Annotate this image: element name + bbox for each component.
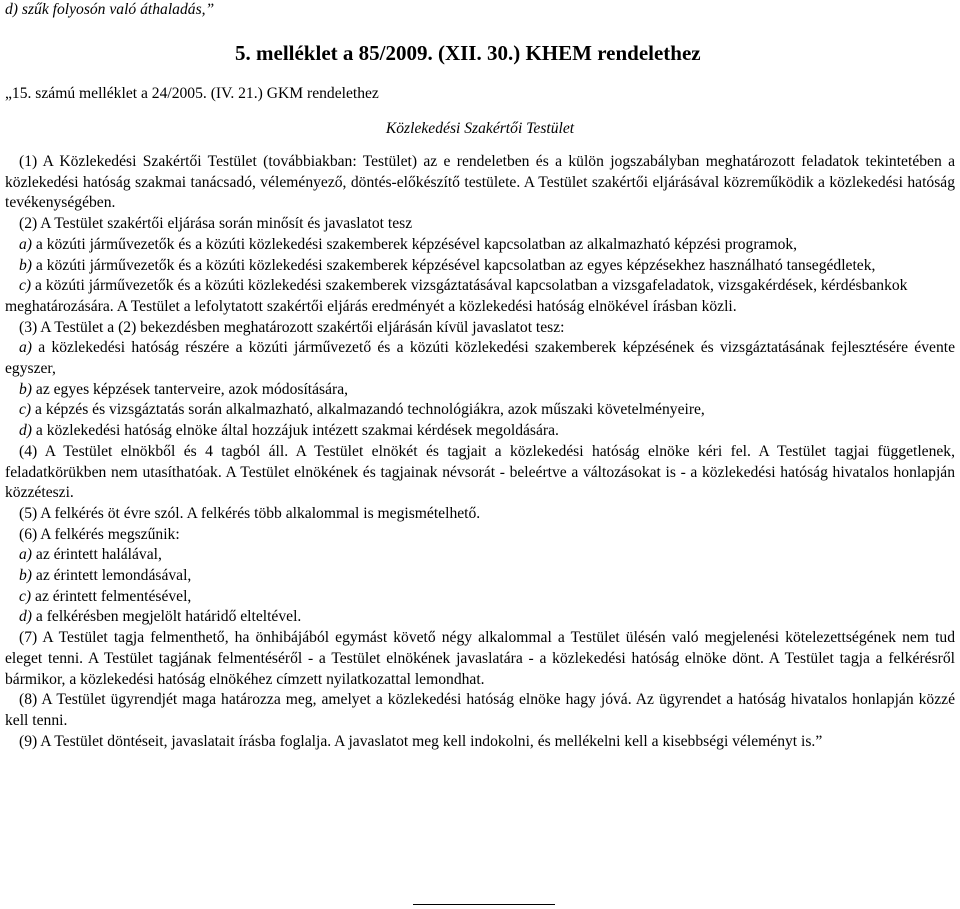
paragraph-text: a közúti járművezetők és a közúti közlekedési szakemberek vizsgáztatásával kapcsolatban a vizsgafeladatok, vizsgakérdések, kérdésbankok	[31, 277, 908, 295]
paragraph-text: (4) A Testület elnökből és 4 tagból áll. A Testület elnökét és tagjait a közlekedési hatóság elnöke kéri fel. A Testület tagjai függetlenek, feladatkörükben nem utasíthatóak. A Testület elnökének és tagjainak névsorát - beleértve a változásokat is - a közlekedési hatóság hivatalos honlapján közzéteszi.	[5, 442, 955, 502]
bottom-divider	[413, 904, 555, 905]
paragraph	[5, 545, 955, 566]
paragraph-text: (3) A Testület a (2) bekezdésben meghatározott szakértői eljárásán kívül javaslatot tesz:	[19, 318, 565, 336]
paragraph-text: (1) A Közlekedési Szakértői Testület (továbbiakban: Testület) az e rendeletben és a külön jogszabályban meghatározott feladatok tekintetében a közlekedési hatóság szakmai tanácsadó, véleményező, döntés-előkészítő testülete. A Testület szakértői eljárásával közreműködik a közlekedési hatóság tevékenységében.	[5, 153, 955, 212]
list-marker: d)	[19, 608, 32, 626]
list-marker: d)	[19, 422, 32, 440]
paragraph-text: meghatározására. A Testület a lefolytatott szakértői eljárás eredményét a közlekedési hatóság elnökével írásban közli.	[5, 297, 737, 315]
annex-heading: 5. melléklet a 85/2009. (XII. 30.) KHEM rendelethez	[235, 41, 701, 65]
paragraph	[5, 504, 955, 525]
paragraph	[5, 235, 955, 256]
paragraph	[5, 628, 955, 690]
list-marker: c)	[19, 401, 32, 419]
paragraph-text: (8) A Testület ügyrendjét maga határozza meg, amelyet a közlekedési hatóság elnöke hagy jóvá. Az ügyrendet a hatóság hivatalos honlapján közzé kell tenni.	[5, 691, 955, 729]
paragraph-text: az érintett lemondásával,	[32, 567, 192, 585]
paragraph	[5, 276, 955, 297]
paragraph	[5, 732, 955, 753]
paragraph-text: (2) A Testület szakértői eljárása során minősít és javaslatot tesz	[19, 215, 413, 233]
paragraph-text: a közlekedési hatóság részére a közúti járművezető és a közúti közlekedési szakemberek képzésének és vizsgáztatásának fejlesztésére évente egyszer,	[5, 339, 955, 378]
list-marker: a)	[19, 339, 32, 357]
list-marker: b)	[19, 380, 32, 398]
paragraph	[5, 318, 955, 339]
paragraph-text: az érintett halálával,	[32, 546, 162, 564]
paragraph	[5, 690, 955, 731]
paragraph	[5, 297, 955, 318]
list-marker: c)	[19, 277, 32, 295]
paragraph-text: a közúti járművezetők és a közúti közlekedési szakemberek képzésével kapcsolatban az egyes képzésekhez használható tansegédletek,	[32, 256, 876, 274]
paragraph	[5, 380, 955, 401]
section-title: Közlekedési Szakértői Testület	[385, 120, 575, 137]
paragraph-text: a képzés és vizsgáztatás során alkalmazható, alkalmazandó technológiákra, azok műszaki követelményeire,	[31, 401, 705, 419]
list-marker: c)	[19, 587, 32, 605]
list-marker: a)	[19, 546, 32, 564]
paragraph-text: az érintett felmentésével,	[31, 587, 192, 605]
paragraph-text: a közúti járművezetők és a közúti közlekedési szakemberek képzésével kapcsolatban az alkalmazható képzési programok,	[32, 235, 798, 253]
paragraph	[5, 256, 955, 277]
paragraph-text: (5) A felkérés öt évre szól. A felkérés több alkalommal is megismételhető.	[19, 504, 481, 522]
paragraph-text: a felkérésben megjelölt határidő elteltével.	[32, 608, 302, 626]
paragraph	[5, 421, 955, 442]
paragraph-text: (7) A Testület tagja felmenthető, ha önhibájából egymást követő négy alkalommal a Testület ülésén való megjelenési kötelezettségének nem tud eleget tenni. A Testület tagjának felmentéséről - a Testület elnökének javaslatára - a közlekedési hatóság elnöke dönt. A Testület tagja a felkérésről bármikor, a közlekedési hatóság elnökéhez címzett nyilatkozattal lemondhat.	[5, 629, 955, 688]
paragraph-text: (9) A Testület döntéseit, javaslatait írásba foglalja. A javaslatot meg kell indokolni, és mellékelni kell a kisebbségi véleményt is.”	[19, 732, 823, 750]
paragraph	[5, 566, 955, 587]
body-text	[5, 152, 955, 752]
list-marker: b)	[19, 256, 32, 274]
paragraph	[5, 525, 955, 546]
previous-item-line: d) szűk folyosón való áthaladás,”	[5, 1, 215, 18]
paragraph	[5, 587, 955, 608]
annex-reference-line: „15. számú melléklet a 24/2005. (IV. 21.) GKM rendelethez	[5, 85, 379, 102]
list-marker: b)	[19, 567, 32, 585]
paragraph-text: (6) A felkérés megszűnik:	[19, 525, 180, 543]
paragraph	[5, 152, 955, 214]
paragraph	[5, 400, 955, 421]
paragraph	[5, 607, 955, 628]
paragraph-text: a közlekedési hatóság elnöke által hozzájuk intézett szakmai kérdések megoldására.	[32, 422, 559, 440]
paragraph-text: az egyes képzések tanterveire, azok módosítására,	[32, 380, 349, 398]
paragraph	[5, 442, 955, 504]
paragraph	[5, 338, 955, 379]
list-marker: a)	[19, 235, 32, 253]
paragraph	[5, 214, 955, 235]
